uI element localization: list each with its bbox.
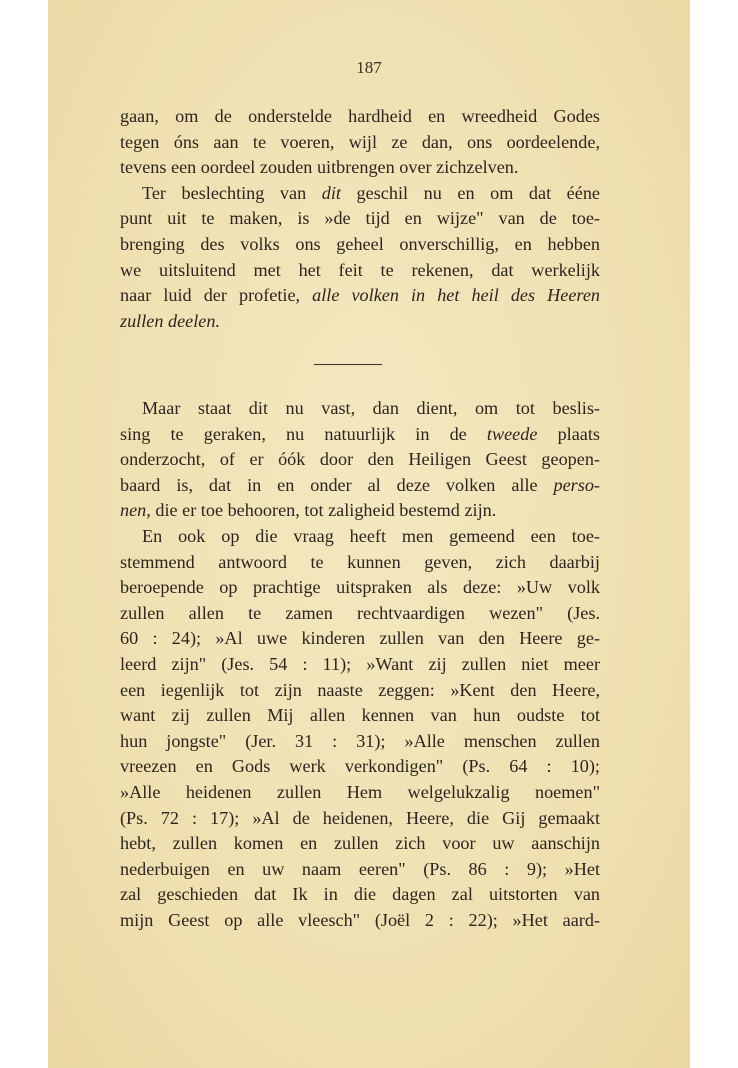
text-line: En ook op die vraag heeft men gemeend een toe- bbox=[142, 525, 600, 546]
text-line: Ter beslechting van dit geschil nu en om dat ééne bbox=[142, 182, 600, 203]
text-line: tevens een oordeel zouden uitbrengen over zichzelven. bbox=[120, 157, 519, 178]
paragraph-block-2 bbox=[120, 396, 600, 933]
text-line: hun jongste" (Jer. 31 : 31); »Alle menschen zullen bbox=[120, 730, 600, 751]
text-line: Maar staat dit nu vast, dan dient, om tot beslis- bbox=[142, 398, 600, 418]
text-line: sing te geraken, nu natuurlijk in de tweede plaats bbox=[120, 423, 600, 444]
text-line: nen, die er toe behooren, tot zaligheid bestemd zijn. bbox=[120, 500, 497, 521]
text-line: een iegenlijk tot zijn naaste zeggen: »Kent den Heere, bbox=[120, 679, 600, 700]
text-line: (Ps. 72 : 17); »Al de heidenen, Heere, die Gij gemaakt bbox=[120, 807, 600, 828]
text-line: »Alle heidenen zullen Hem welgelukzalig noemen" bbox=[120, 781, 600, 802]
text-line: stemmend antwoord te kunnen geven, zich daarbij bbox=[120, 551, 600, 572]
text-line: naar luid der profetie, alle volken in het heil des Heeren bbox=[120, 285, 600, 306]
page-number: 187 bbox=[356, 58, 382, 77]
paragraph-block-1 bbox=[120, 104, 600, 334]
book-page bbox=[48, 0, 690, 1068]
text-line: zullen allen te zamen rechtvaardigen wezen" (Jes. bbox=[120, 602, 600, 623]
text-line: mijn Geest op alle vleesch" (Joël 2 : 22); »Het aard- bbox=[120, 909, 600, 930]
text-line: vreezen en Gods werk verkondigen" (Ps. 64 : 10); bbox=[120, 756, 600, 777]
text-line: baard is, dat in en onder al deze volken alle perso- bbox=[120, 474, 600, 495]
text-line: gaan, om de onderstelde hardheid en wreedheid Godes bbox=[120, 106, 600, 126]
text-line: zal geschieden dat Ik in die dagen zal uitstorten van bbox=[120, 884, 600, 905]
text-line: onderzocht, of er óók door den Heiligen Geest geopen- bbox=[120, 449, 600, 470]
text-line: tegen óns aan te voeren, wijl ze dan, ons oordeelende, bbox=[120, 131, 600, 152]
text-line: we uitsluitend met het feit te rekenen, dat werkelijk bbox=[120, 259, 600, 280]
text-line: punt uit te maken, is »de tijd en wijze" van de toe- bbox=[120, 208, 600, 229]
text-line: beroepende op prachtige uitspraken als deze: »Uw volk bbox=[120, 577, 600, 598]
section-divider bbox=[314, 364, 382, 365]
text-line: nederbuigen en uw naam eeren" (Ps. 86 : 9); »Het bbox=[120, 858, 600, 879]
text-line: 60 : 24); »Al uwe kinderen zullen van den Heere ge- bbox=[120, 628, 600, 649]
text-line: leerd zijn" (Jes. 54 : 11); »Want zij zullen niet meer bbox=[120, 653, 600, 674]
text-line: zullen deelen. bbox=[120, 310, 220, 331]
text-line: brenging des volks ons geheel onverschillig, en hebben bbox=[120, 233, 600, 254]
text-line: want zij zullen Mij allen kennen van hun oudste tot bbox=[120, 705, 600, 726]
text-line: hebt, zullen komen en zullen zich voor uw aanschijn bbox=[120, 833, 600, 854]
